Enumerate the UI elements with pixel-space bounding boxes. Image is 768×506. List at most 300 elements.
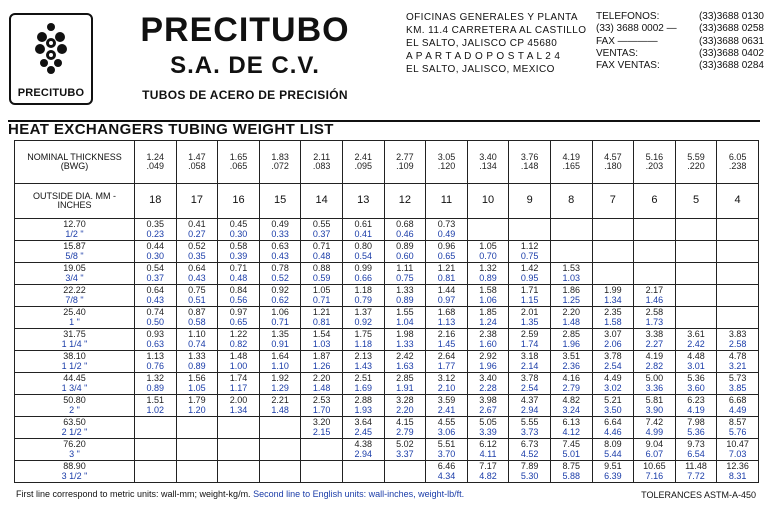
- weight-cell: [176, 395, 218, 417]
- weight-cell: [592, 373, 634, 395]
- weight-english: 0.60: [396, 250, 414, 261]
- weight-cell: [592, 461, 634, 483]
- weight-cell: [342, 439, 384, 461]
- weight-cell: [259, 241, 301, 263]
- weight-metric: 0.44: [146, 241, 165, 251]
- gauge-cell: 16: [218, 184, 260, 219]
- weight-cell: [426, 241, 468, 263]
- weight-english: 0.79: [354, 294, 373, 305]
- weight-cell: [135, 417, 177, 439]
- weight-cell: [218, 219, 260, 241]
- weight-metric: 7.42: [645, 417, 664, 427]
- weight-metric: 0.74: [146, 307, 165, 317]
- weight-cell: [176, 263, 218, 285]
- weight-metric: 0.49: [271, 219, 289, 229]
- weight-cell: [176, 219, 218, 241]
- weight-metric: 2.21: [271, 395, 289, 405]
- weight-metric: 0.84: [229, 285, 248, 295]
- weight-metric: 0.45: [229, 219, 248, 229]
- weight-metric: 3.59: [437, 395, 456, 405]
- table-row: [15, 285, 759, 307]
- weight-english: 4.52: [520, 448, 539, 459]
- weight-cell: [550, 373, 592, 395]
- weight-english: 2.20: [396, 404, 414, 415]
- weight-metric: 4.15: [396, 417, 414, 427]
- thickness-mm: 1.24: [146, 151, 165, 162]
- weight-cell: [218, 373, 260, 395]
- phone-row: [596, 23, 764, 35]
- weight-cell: [717, 219, 759, 241]
- thickness-in: .180: [604, 161, 622, 171]
- weight-cell: [384, 285, 426, 307]
- weight-metric: 3.78: [604, 351, 622, 361]
- weight-english: 3.90: [645, 404, 664, 415]
- weight-cell: [675, 395, 717, 417]
- weight-cell: [342, 285, 384, 307]
- phone-block: [596, 11, 764, 72]
- thickness-mm: 4.19: [562, 151, 580, 162]
- od-inches: 1 ": [69, 316, 80, 327]
- weight-english: 3.02: [604, 382, 622, 393]
- weight-english: 0.81: [437, 272, 456, 283]
- phone-row: [596, 36, 764, 48]
- thickness-mm: 2.11: [313, 151, 331, 162]
- weight-metric: 4.55: [437, 417, 456, 427]
- weight-english: 1.03: [312, 338, 331, 349]
- weight-english: 0.30: [229, 228, 248, 239]
- weight-cell: [301, 307, 343, 329]
- weight-english: 1.96: [562, 338, 580, 349]
- thickness-header-cell: [342, 141, 384, 184]
- weight-metric: 1.22: [229, 329, 248, 339]
- outside-diameter-cell: [15, 461, 135, 483]
- weight-english: 1.48: [312, 382, 331, 393]
- weight-english: 3.01: [687, 360, 705, 371]
- weight-english: 0.48: [312, 250, 331, 261]
- thickness-mm: 5.16: [645, 151, 664, 162]
- weight-english: 1.58: [604, 316, 622, 327]
- thickness-mm: 2.77: [396, 151, 414, 162]
- weight-cell: [342, 263, 384, 285]
- weight-english: 1.15: [520, 294, 539, 305]
- thickness-mm: 3.40: [479, 151, 497, 162]
- weight-metric: 4.48: [687, 351, 705, 361]
- weight-metric: 10.47: [726, 439, 749, 449]
- weight-english: 4.11: [479, 448, 497, 459]
- weight-metric: 0.63: [271, 241, 289, 251]
- od-inches: 7/8 ": [65, 294, 84, 305]
- weight-english: 0.81: [312, 316, 331, 327]
- weight-metric: 2.20: [562, 307, 580, 317]
- weight-english: 1.70: [312, 404, 331, 415]
- weight-english: 0.91: [271, 338, 289, 349]
- weight-english: 1.48: [271, 404, 289, 415]
- weight-cell: [301, 219, 343, 241]
- weight-cell: [384, 307, 426, 329]
- weight-english: 2.06: [604, 338, 622, 349]
- weight-english: 1.69: [354, 382, 373, 393]
- od-inches: 1 1/2 ": [61, 360, 88, 371]
- weight-cell: [384, 329, 426, 351]
- od-mm: 44.45: [63, 373, 86, 383]
- outside-diameter-cell: [15, 395, 135, 417]
- company-tagline: TUBOS DE ACERO DE PRECISIÓN: [142, 88, 348, 102]
- weight-metric: 0.52: [188, 241, 206, 251]
- table-row: [15, 461, 759, 483]
- weight-cell: [384, 395, 426, 417]
- weight-cell: [550, 395, 592, 417]
- od-mm: 19.05: [63, 263, 86, 273]
- thickness-header-cell: [426, 141, 468, 184]
- weight-english: 7.03: [728, 448, 747, 459]
- weight-english: 0.33: [271, 228, 289, 239]
- weight-metric: 1.55: [396, 307, 414, 317]
- weight-metric: 1.11: [396, 263, 414, 273]
- weight-cell: [342, 373, 384, 395]
- weight-metric: 0.96: [437, 241, 456, 251]
- weight-english: 0.66: [354, 272, 373, 283]
- weight-metric: 0.87: [188, 307, 206, 317]
- weight-metric: 4.82: [562, 395, 580, 405]
- weight-metric: 1.74: [229, 373, 248, 383]
- weight-cell: [426, 439, 468, 461]
- weight-english: 4.49: [728, 404, 747, 415]
- weight-english: 3.50: [604, 404, 622, 415]
- weight-metric: 5.02: [396, 439, 414, 449]
- weight-metric: 8.09: [604, 439, 622, 449]
- table-row: [15, 373, 759, 395]
- gauge-cell: 13: [342, 184, 384, 219]
- weight-cell: [426, 373, 468, 395]
- thickness-mm: 3.76: [520, 151, 539, 162]
- weight-cell: [509, 263, 551, 285]
- weight-metric: 6.68: [728, 395, 747, 405]
- weight-cell: [550, 219, 592, 241]
- table-row: [15, 395, 759, 417]
- weight-english: 0.76: [146, 360, 165, 371]
- weight-cell: [675, 461, 717, 483]
- weight-cell: [550, 285, 592, 307]
- weight-cell: [301, 329, 343, 351]
- weight-english: 4.34: [437, 470, 456, 481]
- weight-cell: [467, 351, 509, 373]
- weight-english: 1.35: [520, 316, 539, 327]
- weight-cell: [218, 395, 260, 417]
- od-inches: 2 ": [69, 404, 80, 415]
- weight-english: 1.26: [312, 360, 331, 371]
- weight-cell: [384, 439, 426, 461]
- weight-metric: 1.54: [312, 329, 331, 339]
- thickness-in: .148: [520, 161, 539, 171]
- weight-english: 0.75: [396, 272, 414, 283]
- weight-english: 2.54: [604, 360, 622, 371]
- weight-metric: 7.45: [562, 439, 580, 449]
- weight-english: 0.71: [312, 294, 331, 305]
- weight-english: 0.50: [146, 316, 165, 327]
- weight-cell: [634, 241, 676, 263]
- weight-metric: 3.61: [687, 329, 705, 339]
- weight-metric: 0.71: [312, 241, 331, 251]
- weight-cell: [675, 263, 717, 285]
- address-line: EL SALTO, JALISCO CP 45680: [406, 38, 558, 49]
- weight-metric: 3.12: [437, 373, 456, 383]
- weight-metric: 2.64: [437, 351, 456, 361]
- weight-cell: [218, 263, 260, 285]
- weight-cell: [592, 307, 634, 329]
- weight-english: 0.43: [188, 272, 206, 283]
- weight-cell: [426, 263, 468, 285]
- weight-cell: [384, 373, 426, 395]
- weight-metric: 1.56: [188, 373, 206, 383]
- weight-metric: 1.53: [562, 263, 580, 273]
- gauge-cell: 14: [301, 184, 343, 219]
- units-note: [16, 489, 464, 499]
- weight-english: 1.74: [520, 338, 539, 349]
- table-row: [15, 241, 759, 263]
- weight-cell: [592, 263, 634, 285]
- weight-english: 3.36: [645, 382, 664, 393]
- weight-metric: 5.05: [479, 417, 497, 427]
- weight-cell: [135, 219, 177, 241]
- weight-cell: [550, 263, 592, 285]
- weight-cell: [218, 417, 260, 439]
- od-mm: 50.80: [63, 395, 86, 405]
- english-units-note: Second line to English units: wall-inches, weight-lb/ft.: [253, 489, 465, 499]
- weight-metric: 4.19: [645, 351, 664, 361]
- weight-english: 0.82: [229, 338, 248, 349]
- weight-cell: [259, 329, 301, 351]
- weight-cell: [218, 241, 260, 263]
- weight-cell: [675, 307, 717, 329]
- thickness-in: .165: [562, 161, 580, 171]
- weight-english: 2.67: [479, 404, 497, 415]
- weight-english: 2.42: [687, 338, 705, 349]
- weight-metric: 1.06: [271, 307, 289, 317]
- weight-cell: [259, 395, 301, 417]
- weight-cell: [467, 439, 509, 461]
- weight-cell: [135, 263, 177, 285]
- weight-metric: 5.00: [645, 373, 664, 383]
- weight-cell: [426, 461, 468, 483]
- weight-cell: [259, 373, 301, 395]
- thickness-mm: 5.59: [687, 151, 705, 162]
- weight-cell: [675, 219, 717, 241]
- weight-metric: 0.92: [271, 285, 289, 295]
- weight-metric: 0.80: [354, 241, 373, 251]
- weight-metric: 5.73: [728, 373, 747, 383]
- weight-metric: 1.79: [188, 395, 206, 405]
- weight-cell: [342, 329, 384, 351]
- gauge-cell: 9: [509, 184, 551, 219]
- weight-cell: [135, 439, 177, 461]
- weight-cell: [467, 395, 509, 417]
- weight-english: 0.70: [479, 250, 497, 261]
- weight-metric: 6.73: [520, 439, 539, 449]
- weight-table: [14, 140, 759, 483]
- weight-metric: 1.87: [312, 351, 331, 361]
- weight-english: 1.00: [229, 360, 248, 371]
- weight-english: 0.92: [354, 316, 373, 327]
- weight-cell: [176, 417, 218, 439]
- weight-cell: [218, 439, 260, 461]
- thickness-in: .134: [479, 161, 497, 171]
- weight-cell: [135, 307, 177, 329]
- weight-english: 1.29: [271, 382, 289, 393]
- thickness-mm: 6.05: [728, 151, 747, 162]
- weight-metric: 3.83: [728, 329, 747, 339]
- company-name: PRECITUBO: [140, 11, 350, 49]
- weight-english: 1.18: [354, 338, 373, 349]
- od-mm: 76.20: [63, 439, 86, 449]
- weight-cell: [301, 373, 343, 395]
- weight-english: 0.95: [520, 272, 539, 283]
- weight-english: 4.19: [687, 404, 705, 415]
- weight-metric: 2.53: [312, 395, 331, 405]
- weight-english: 0.74: [188, 338, 206, 349]
- weight-metric: 1.35: [271, 329, 289, 339]
- weight-metric: 5.55: [520, 417, 539, 427]
- weight-english: 5.30: [520, 470, 539, 481]
- weight-english: 3.85: [728, 382, 747, 393]
- weight-cell: [384, 461, 426, 483]
- company-logo: [9, 13, 93, 105]
- thickness-header-cell: [301, 141, 343, 184]
- weight-english: 0.39: [229, 250, 248, 261]
- phone-label: FAX VENTAS:: [596, 60, 660, 72]
- weight-cell: [176, 351, 218, 373]
- address-line: KM. 11.4 CARRETERA AL CASTILLO: [406, 25, 587, 36]
- thickness-in: .095: [354, 161, 373, 171]
- thickness-header-cell: [592, 141, 634, 184]
- thickness-header-cell: [135, 141, 177, 184]
- weight-metric: 2.17: [645, 285, 664, 295]
- weight-cell: [176, 329, 218, 351]
- weight-metric: 1.05: [312, 285, 331, 295]
- weight-english: 0.58: [188, 316, 206, 327]
- weight-cell: [509, 373, 551, 395]
- weight-english: 1.93: [354, 404, 373, 415]
- weight-metric: 1.42: [520, 263, 539, 273]
- weight-metric: 2.38: [479, 329, 497, 339]
- weight-metric: 0.35: [146, 219, 165, 229]
- weight-english: 2.27: [645, 338, 664, 349]
- gauge-header-row: [15, 184, 759, 219]
- thickness-in: .049: [146, 161, 165, 171]
- weight-metric: 0.64: [146, 285, 165, 295]
- weight-cell: [717, 329, 759, 351]
- weight-english: 0.23: [146, 228, 165, 239]
- weight-english: 8.31: [728, 470, 747, 481]
- phone-number: (33)3688 0631: [698, 35, 764, 47]
- thickness-mm: 1.65: [229, 151, 248, 162]
- weight-metric: 0.58: [229, 241, 248, 251]
- weight-cell: [717, 307, 759, 329]
- weight-english: 2.10: [437, 382, 456, 393]
- address-block: [406, 11, 586, 76]
- weight-english: 1.13: [437, 316, 456, 327]
- weight-metric: 1.33: [396, 285, 414, 295]
- weight-english: 0.37: [312, 228, 331, 239]
- thickness-in: .120: [437, 161, 456, 171]
- weight-cell: [634, 439, 676, 461]
- weight-english: 0.75: [520, 250, 539, 261]
- weight-metric: 1.32: [146, 373, 165, 383]
- weight-cell: [634, 417, 676, 439]
- weight-metric: 9.51: [604, 461, 622, 471]
- weight-metric: 0.93: [146, 329, 165, 339]
- address-line: OFICINAS GENERALES Y PLANTA: [406, 12, 578, 23]
- phone-number: (33)3688 0284: [698, 60, 764, 72]
- outside-diameter-cell: [15, 351, 135, 373]
- weight-cell: [550, 307, 592, 329]
- weight-metric: 1.71: [520, 285, 539, 295]
- weight-cell: [509, 461, 551, 483]
- weight-english: 3.21: [728, 360, 747, 371]
- weight-metric: 3.20: [312, 417, 331, 427]
- weight-english: 1.34: [604, 294, 622, 305]
- od-mm: 38.10: [63, 351, 86, 361]
- weight-cell: [467, 373, 509, 395]
- weight-english: 7.72: [687, 470, 705, 481]
- weight-cell: [675, 373, 717, 395]
- od-inches: 3 ": [69, 448, 80, 459]
- weight-cell: [717, 395, 759, 417]
- weight-english: 1.24: [479, 316, 497, 327]
- weight-cell: [550, 351, 592, 373]
- weight-metric: 1.85: [479, 307, 497, 317]
- weight-cell: [218, 461, 260, 483]
- tube-bundle-icon: [31, 21, 71, 77]
- outside-diameter-cell: [15, 307, 135, 329]
- weight-english: 4.99: [645, 426, 664, 437]
- weight-cell: [135, 461, 177, 483]
- weight-english: 2.15: [312, 426, 331, 437]
- weight-cell: [717, 417, 759, 439]
- gauge-cell: 5: [675, 184, 717, 219]
- weight-english: 4.46: [604, 426, 622, 437]
- outside-diameter-cell: [15, 329, 135, 351]
- weight-english: 4.82: [479, 470, 497, 481]
- weight-cell: [176, 241, 218, 263]
- weight-cell: [301, 417, 343, 439]
- thickness-in: .065: [229, 161, 248, 171]
- thickness-header-cell: [717, 141, 759, 184]
- weight-metric: 3.18: [520, 351, 539, 361]
- table-row: [15, 351, 759, 373]
- weight-cell: [634, 461, 676, 483]
- weight-cell: [717, 461, 759, 483]
- od-mm: 25.40: [63, 307, 86, 317]
- weight-english: 0.71: [271, 316, 289, 327]
- weight-english: 1.05: [188, 382, 206, 393]
- weight-cell: [592, 395, 634, 417]
- weight-metric: 5.81: [645, 395, 664, 405]
- thickness-in: .220: [687, 161, 705, 171]
- gauge-cell: 11: [426, 184, 468, 219]
- weight-cell: [509, 395, 551, 417]
- od-mm: 63.50: [63, 417, 86, 427]
- weight-cell: [259, 461, 301, 483]
- weight-metric: 0.73: [437, 219, 456, 229]
- weight-cell: [135, 351, 177, 373]
- thickness-in: .238: [728, 161, 747, 171]
- weight-english: 6.54: [687, 448, 705, 459]
- weight-english: 0.48: [229, 272, 248, 283]
- thickness-mm: 4.57: [604, 151, 622, 162]
- weight-metric: 0.61: [354, 219, 373, 229]
- weight-cell: [550, 417, 592, 439]
- table-row: [15, 329, 759, 351]
